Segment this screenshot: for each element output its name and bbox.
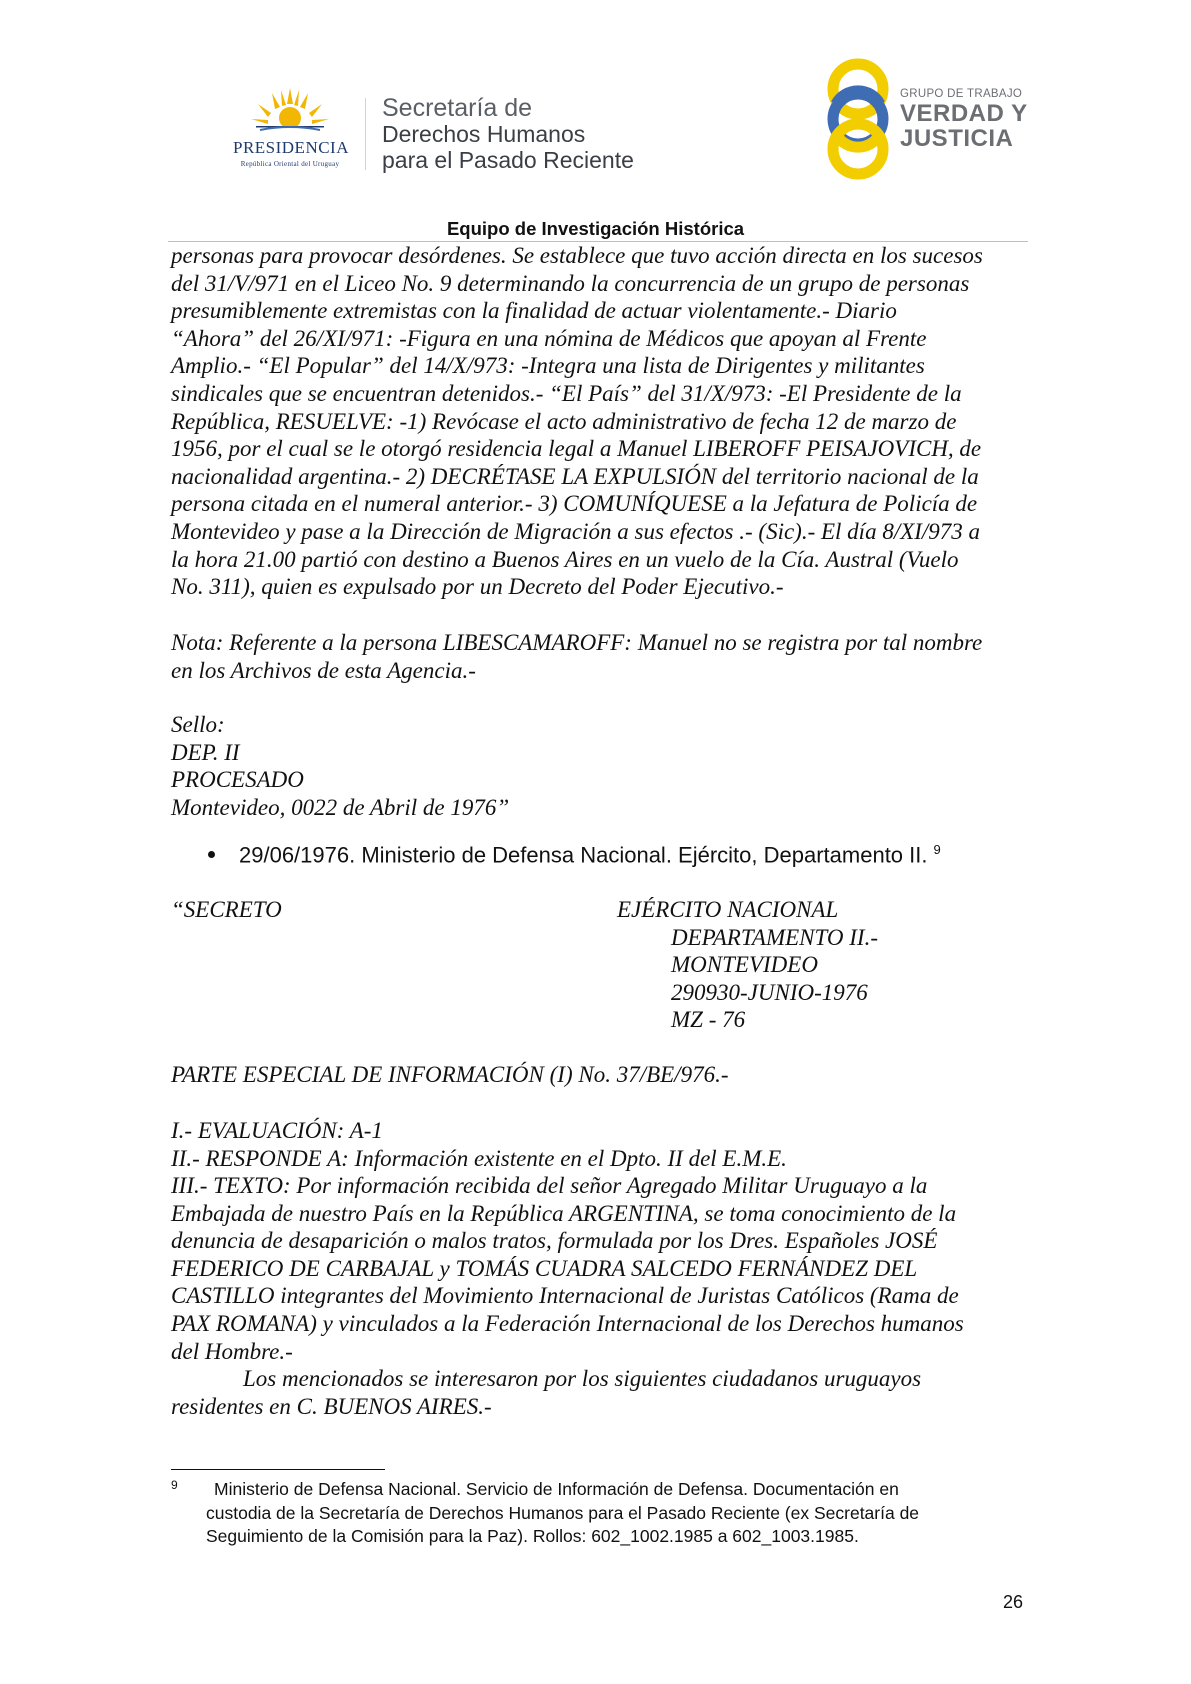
nota-line: Nota: Referente a la persona LIBESCAMAROFF: Manuel no se registra por tal nombre [171, 630, 983, 655]
sello-line: Montevideo, 0022 de Abril de 1976” [171, 794, 510, 820]
nota-line: en los Archivos de esta Agencia.- [171, 657, 476, 683]
parte-especial-title: PARTE ESPECIAL DE INFORMACIÓN (I) No. 37/BE/976.- [171, 1062, 729, 1087]
presidencia-subtitle: República Oriental del Uruguay [240, 160, 340, 168]
footnote-rule [171, 1469, 385, 1470]
secreto-label: “SECRETO [171, 897, 282, 922]
footnote-line: custodia de la Secretaría de Derechos Humanos para el Pasado Reciente (ex Secretaría de [206, 1502, 920, 1523]
secretaria-line3: para el Pasado Reciente [382, 147, 634, 173]
sello-line: DEP. II [171, 739, 240, 765]
page-number: 26 [1003, 1592, 1024, 1612]
texto-line: del Hombre.- [171, 1338, 293, 1364]
intro-line: personas para provocar desórdenes. Se establece que tuvo acción directa en los sucesos [171, 243, 983, 268]
intro-line: “Ahora” del 26/XI/971: -Figura en una nómina de Médicos que apoyan al Frente [171, 325, 927, 351]
justicia-label: JUSTICIA [900, 125, 1014, 152]
intro-line: presumiblemente extremistas con la finalidad de actuar violentamente.- Diario [171, 298, 897, 324]
footnote-number: 9 [171, 1478, 178, 1492]
sun-emblem-icon [250, 88, 330, 136]
verdad-justicia-logo [822, 58, 1052, 180]
bullet-item [208, 842, 941, 868]
texto-line: PAX ROMANA) y vinculados a la Federación Internacional de los Derechos humanos [171, 1310, 964, 1336]
texto-line: Embajada de nuestro País en la República ARGENTINA, se toma conocimiento de la [171, 1200, 957, 1226]
intro-line: Amplio.- “El Popular” del 14/X/973: -Integra una lista de Dirigentes y militantes [171, 353, 925, 379]
texto-line: denuncia de desaparición o malos tratos, formulada por los Dres. Españoles JOSÉ [171, 1228, 938, 1254]
footnote-text [206, 1478, 1026, 1549]
intro-line: sindicales que se encuentran detenidos.- “El País” del 31/X/973: -El Presidente de la [171, 380, 962, 406]
secretaria-title [382, 95, 634, 173]
verdad-label: VERDAD Y [900, 100, 1028, 127]
texto-line: III.- TEXTO: Por información recibida del señor Agregado Militar Uruguayo a la [171, 1173, 928, 1198]
ejercito-line: MZ - 76 [671, 1007, 746, 1033]
ejercito-line: MONTEVIDEO [671, 952, 818, 978]
verdad-justicia-text [900, 88, 1028, 151]
sello-block [171, 711, 1025, 821]
intro-line: 1956, por el cual se le otorgó residencia legal a Manuel LIBEROFF PEISAJOVICH, de [171, 436, 982, 462]
sello-line: Sello: [171, 712, 225, 737]
bullet-icon [208, 851, 215, 858]
intro-paragraph [171, 242, 1025, 601]
interlocked-rings-icon [822, 58, 902, 180]
intro-line: República, RESUELVE: -1) Revócase el acto administrativo de fecha 12 de marzo de [171, 408, 957, 434]
secretaria-line1: Secretaría de [382, 94, 533, 122]
intro-line: del 31/V/971 en el Liceo No. 9 determinando la concurrencia de un grupo de personas [171, 270, 970, 296]
presidencia-logo [210, 88, 360, 178]
texto-paragraph [171, 1172, 1025, 1420]
mencionados-line: residentes en C. BUENOS AIRES.- [171, 1393, 492, 1419]
intro-line: No. 311), quien es expulsado por un Decreto del Poder Ejecutivo.- [171, 574, 784, 600]
ejercito-header: EJÉRCITO NACIONAL [617, 897, 839, 922]
footnote-line: Seguimiento de la Comisión para la Paz). Rollos: 602_1002.1985 a 602_1003.1985. [206, 1526, 859, 1546]
bullet-text: 29/06/1976. Ministerio de Defensa Nacional. Ejército, Departamento II. [239, 842, 928, 868]
section-line: II.- RESPONDE A: Información existente en el Dpto. II del E.M.E. [171, 1145, 787, 1171]
ejercito-line: DEPARTAMENTO II.- [671, 924, 878, 950]
sello-line: PROCESADO [171, 767, 304, 793]
footnote-reference[interactable]: 9 [933, 842, 941, 857]
section-block [171, 1117, 1025, 1172]
texto-line: FEDERICO DE CARBAJAL y TOMÁS CUADRA SALCEDO FERNÁNDEZ DEL [171, 1255, 918, 1281]
presidencia-name: PRESIDENCIA [232, 138, 349, 157]
nota-paragraph [171, 629, 1025, 684]
texto-line: CASTILLO integrantes del Movimiento Internacional de Juristas Católicos (Rama de [171, 1283, 959, 1309]
grupo-trabajo-label: GRUPO DE TRABAJO [900, 88, 1023, 100]
ejercito-line: 290930-JUNIO-1976 [671, 979, 868, 1005]
intro-line: la hora 21.00 partió con destino a Buenos Aires en un vuelo de la Cía. Austral (Vuelo [171, 546, 959, 572]
section-line: I.- EVALUACIÓN: A-1 [171, 1118, 383, 1143]
footnote-line: Ministerio de Defensa Nacional. Servicio de Información de Defensa. Documentación en [214, 1479, 899, 1499]
secretaria-line2: Derechos Humanos [382, 121, 586, 147]
intro-line: nacionalidad argentina.- 2) DECRÉTASE LA EXPULSIÓN del territorio nacional de la [171, 463, 979, 489]
team-title: Equipo de Investigación Histórica [446, 218, 745, 239]
intro-line: Montevideo y pase a la Dirección de Migración a sus efectos .- (Sic).- El día 8/XI/973 a [171, 518, 981, 544]
header-divider [365, 98, 366, 170]
mencionados-line: Los mencionados se interesaron por los siguientes ciudadanos uruguayos [243, 1366, 922, 1392]
intro-line: persona citada en el numeral anterior.- 3) COMUNÍQUESE a la Jefatura de Policía de [171, 491, 978, 517]
ejercito-details [671, 924, 878, 1034]
